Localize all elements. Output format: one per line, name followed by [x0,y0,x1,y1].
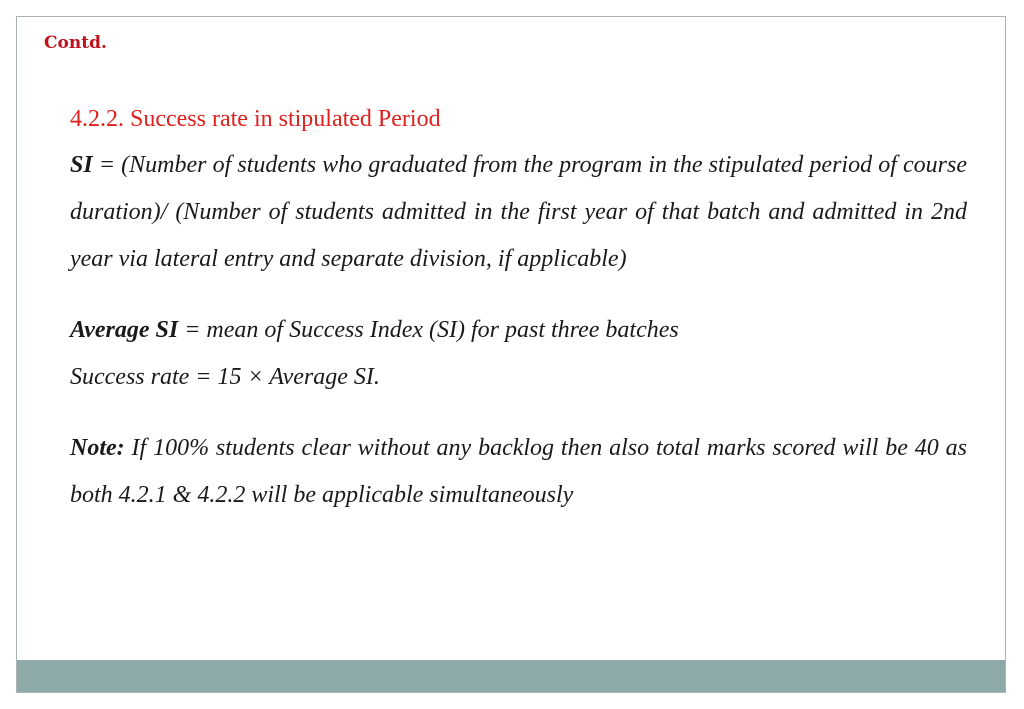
footer-bar [17,660,1005,692]
section-heading: 4.2.2. Success rate in stipulated Period [70,106,441,132]
si-equals: = [92,152,122,178]
si-term: SI [70,152,93,178]
si-text: (Number of students who graduated from the program in the stipulated period of course duration)/ (Number of students admitted in the first year of that batch and admitted in 2nd year via lateral entry and separate division, if applicable) [70,152,967,272]
slide [16,16,1006,693]
si-definition [70,142,967,283]
note [70,425,967,519]
note-label: Note: [70,435,125,461]
average-si-text: mean of Success Index (SI) for past three batches [206,317,679,343]
corner-label: Contd. [44,33,107,53]
average-si-term: Average SI [70,317,179,343]
slide-content [70,102,967,519]
success-rate-formula: Success rate = 15 × Average SI. [70,364,380,390]
note-text: If 100% students clear without any backlog then also total marks scored will be 40 as both 4.2.1 & 4.2.2 will be applicable simultaneously [70,435,967,508]
average-si-definition [70,307,967,354]
average-si-equals: = [178,317,207,343]
